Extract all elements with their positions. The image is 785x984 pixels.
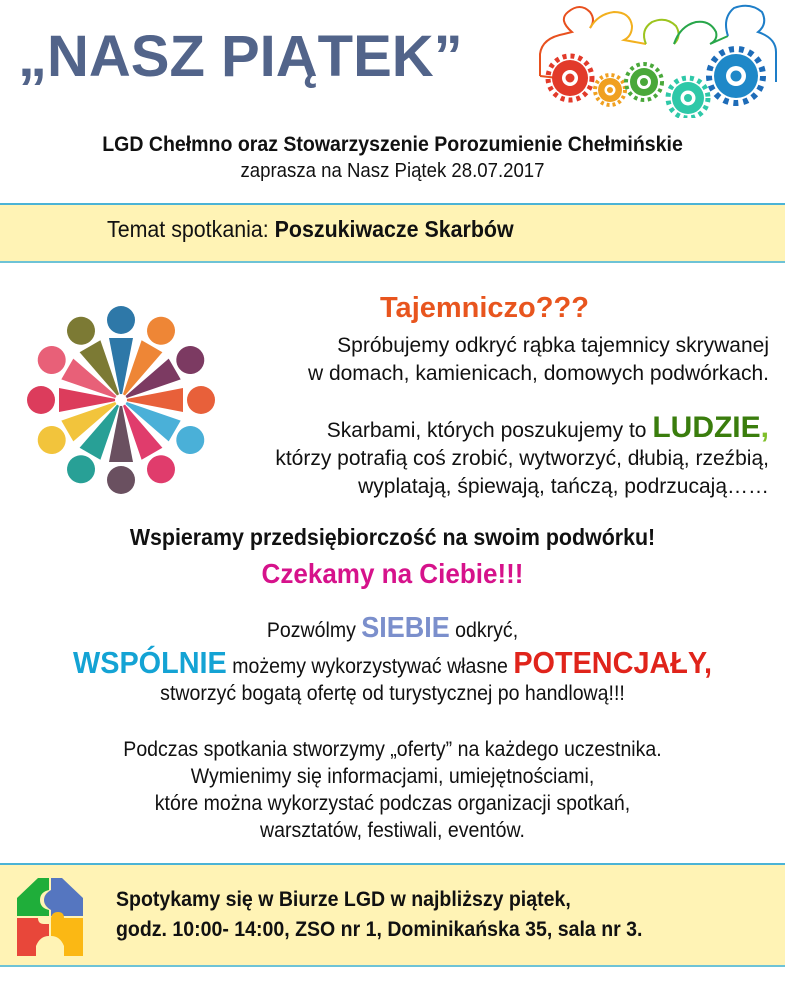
page-title: „NASZ PIĄTEK”: [18, 24, 463, 89]
info-line-2: Wymienimy się informacjami, umiejętnościami,: [190, 765, 595, 788]
discover-prefix: Pozwólmy: [266, 619, 356, 642]
mystery-line-2: w domach, kamienicach, domowych podwórkach.: [307, 362, 769, 385]
potencjaly-highlight: POTENCJAŁY: [513, 645, 704, 680]
puzzle-house-icon: [14, 876, 86, 958]
mystery-heading: Tajemniczo???: [380, 292, 589, 324]
info-line-1: Podczas spotkania stworzymy „oferty” na każdego uczestnika.: [123, 738, 662, 761]
together-middle: możemy wykorzystywać własne: [232, 655, 508, 678]
treasures-paragraph: [275, 411, 769, 501]
people-circle-icon: [16, 295, 226, 505]
mystery-line-1: Spróbujemy odkryć rąbka tajemnicy skrywanej: [337, 334, 769, 357]
treasures-prefix: Skarbami, których poszukujemy to: [326, 419, 647, 442]
info-line-3: które można wykorzystać podczas organizacji spotkań,: [154, 792, 631, 815]
wspolnie-highlight: WSPÓLNIE: [73, 645, 227, 680]
topic-text: [107, 216, 514, 243]
topic-banner: [0, 203, 785, 263]
together-line: [27, 645, 757, 681]
mystery-paragraph: [308, 332, 769, 388]
offer-line: stworzyć bogatą ofertę od turystycznej po handlową!!!: [160, 682, 625, 705]
info-line-4: warsztatów, festiwali, eventów.: [260, 819, 525, 842]
invitation-line: zaprasza na Nasz Piątek 28.07.2017: [240, 160, 545, 182]
call-to-action: Czekamy na Ciebie!!!: [261, 558, 524, 589]
meeting-line-2: godz. 10:00- 14:00, ZSO nr 1, Dominikańska 35, sala nr 3.: [116, 918, 643, 941]
treasures-line-2: którzy potrafią coś zrobić, wytworzyć, dłubią, rzeźbią,: [275, 447, 769, 470]
meeting-text: [116, 885, 642, 945]
topic-label: Temat spotkania:: [107, 216, 269, 242]
meeting-line-1: Spotykamy się w Biurze LGD w najbliższy piątek,: [116, 888, 571, 911]
support-line: Wspieramy przedsiębiorczość na swoim podwórku!: [129, 524, 656, 550]
discover-line: [27, 612, 757, 645]
discover-suffix: odkryć,: [455, 619, 519, 642]
topic-value: Poszukiwacze Skarbów: [274, 216, 514, 242]
potencjaly-comma: ,: [703, 645, 712, 680]
siebie-highlight: SIEBIE: [361, 612, 450, 644]
treasures-line-1: [275, 411, 769, 445]
treasures-line-3: wyplatają, śpiewają, tańczą, podrzucają……: [358, 475, 769, 498]
organizers-line: LGD Chełmno oraz Stowarzyszenie Porozumienie Chełmińskie: [102, 133, 683, 156]
people-gears-icon: [528, 2, 780, 118]
info-paragraph: [27, 736, 757, 844]
meeting-banner: [0, 863, 785, 967]
ludzie-highlight: LUDZIE: [652, 411, 761, 444]
ludzie-comma: ,: [760, 411, 769, 444]
